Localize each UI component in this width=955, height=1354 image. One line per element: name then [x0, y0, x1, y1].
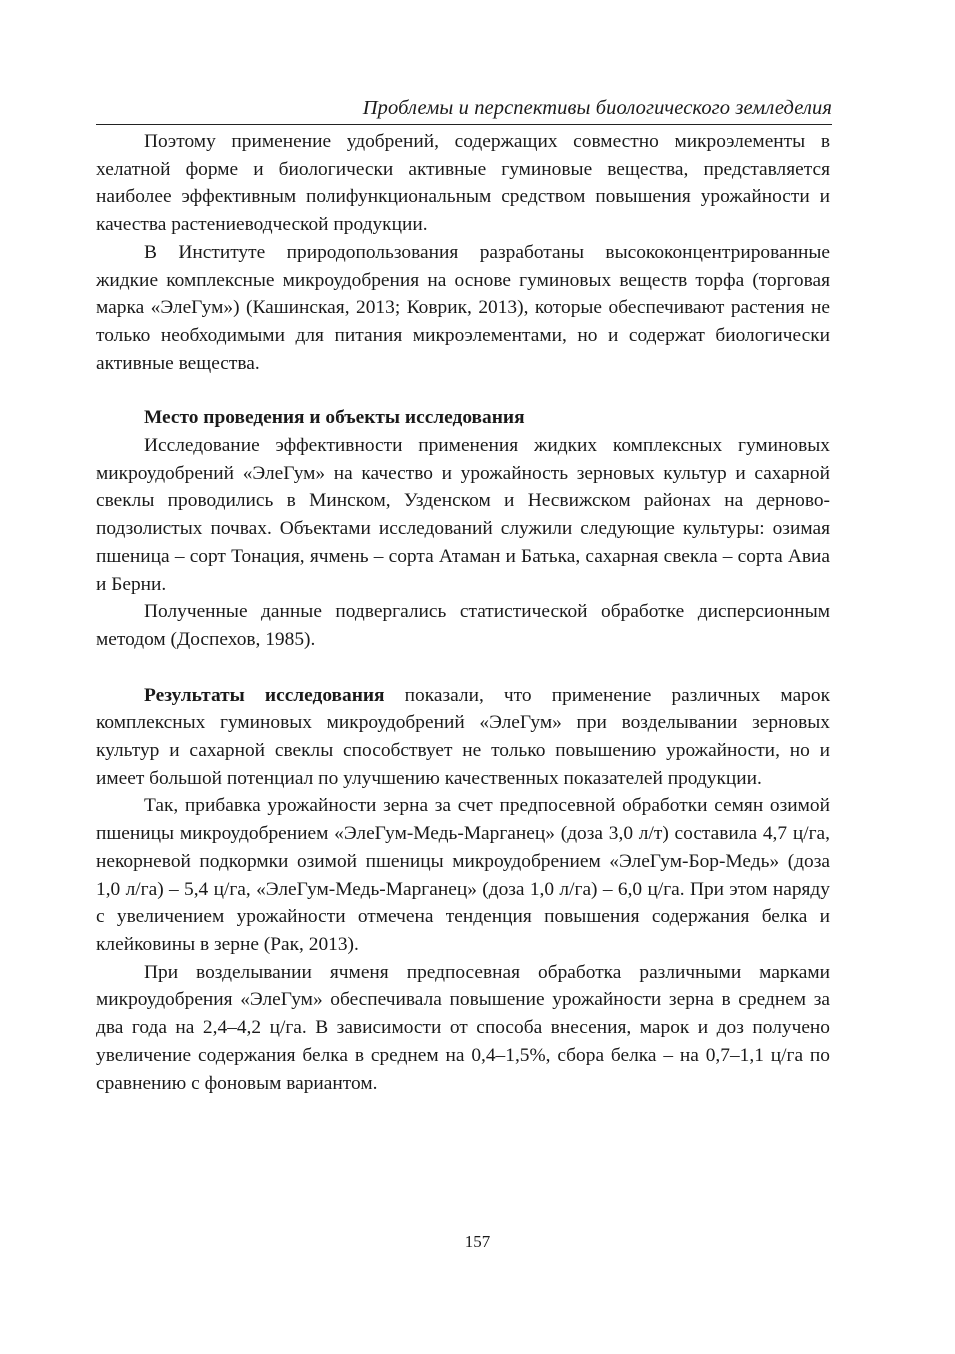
running-header	[96, 90, 832, 125]
paragraph-3: Исследование эффективности применения жидких комплексных гуминовых микроудобрений «ЭлеГум» на качество и урожайность зерновых культур и сахарной свеклы проводились в Минском, Узденском и Несвижском районах на дерново-подзолистых почвах. Объектами исследований служили следующие культуры: озимая пшеница – сорт Тонация, ячмень – сорта Атаман и Батька, сахарная свекла – сорта Авиа и Берни.	[96, 435, 830, 595]
results-lead-in: Результаты исследования	[144, 684, 385, 706]
paragraph-6: Так, прибавка урожайности зерна за счет предпосевной обработки семян озимой пшеницы микроудобрением «ЭлеГум-Медь-Марганец» (доза 3,0 л/т) составила 4,7 ц/га, некорневой подкормки озимой пшеницы микроудобрением «ЭлеГум-Бор-Медь» (доза 1,0 л/га) – 5,4 ц/га, «ЭлеГум-Медь-Марганец» (доза 1,0 л/га) – 6,0 ц/га. При этом наряду с увеличением урожайности отмечена тенденция повышения содержания белка и клейковины в зерне (Рак, 2013).	[96, 795, 830, 955]
page-body	[96, 128, 830, 1097]
paragraph-7: При возделывании ячменя предпосевная обработка различными марками микроудобрения «ЭлеГум» обеспечивала повышение урожайности зерна в среднем за два года на 2,4–4,2 ц/га. В зависимости от способа внесения, марок и доз получено увеличение содержания белка в среднем на 0,4–1,5%, сбора белка – на 0,7–1,1 ц/га по сравнению с фоновым вариантом.	[96, 961, 830, 1094]
paragraph-2: В Институте природопользования разработаны высококонцентрированные жидкие комплексные микроудобрения на основе гуминовых веществ торфа (торговая марка «ЭлеГум») (Кашинская, 2013; Коврик, 2013), которые обеспечивают растения не только необходимыми для питания микроэлементами, но и содержат биологически активные вещества.	[96, 241, 830, 374]
paragraph-5-results	[96, 682, 830, 793]
results-text: показали, что применение различных марок комплексных гуминовых микроудобрений «ЭлеГум» при возделывании зерновых культур и сахарной свеклы способствует не только повышению урожайности, но и имеет большой потенциал по улучшению качественных показателей продукции.	[96, 684, 830, 789]
running-header-title: Проблемы и перспективы биологического земледелия	[362, 97, 832, 119]
paragraph-4: Полученные данные подвергались статистической обработке дисперсионным методом (Доспехов, 1985).	[96, 601, 830, 650]
paragraph-1: Поэтому применение удобрений, содержащих совместно микроэлементы в хелатной форме и биологически активные гуминовые вещества, представляется наиболее эффективным полифункциональным средством повышения урожайности и качества растениеводческой продукции.	[96, 131, 830, 236]
page-number: 157	[464, 1232, 491, 1251]
section-heading-site-and-objects: Место проведения и объекты исследования	[144, 407, 525, 429]
